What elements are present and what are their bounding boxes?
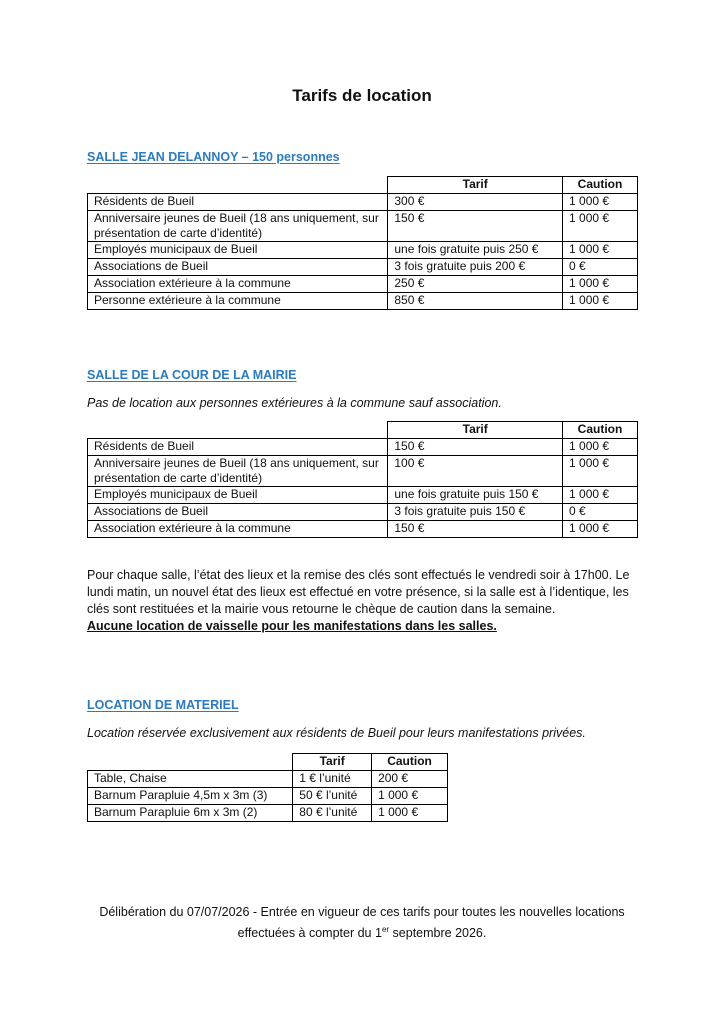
row-caution: 1 000 € bbox=[563, 439, 638, 456]
row-label: Employés municipaux de Bueil bbox=[88, 242, 388, 259]
row-tarif: 50 € l’unité bbox=[293, 788, 372, 805]
column-header-tarif: Tarif bbox=[388, 177, 563, 194]
section-heading-location-materiel: LOCATION DE MATERIEL bbox=[87, 698, 239, 712]
table-row bbox=[88, 194, 638, 211]
row-tarif: 150 € bbox=[388, 521, 563, 538]
table-row bbox=[88, 788, 448, 805]
table-row bbox=[88, 242, 638, 259]
info-bold-notice: Aucune location de vaisselle pour les manifestations dans les salles. bbox=[87, 619, 497, 633]
row-tarif: 250 € bbox=[388, 276, 563, 293]
row-caution: 1 000 € bbox=[563, 521, 638, 538]
row-caution: 1 000 € bbox=[563, 211, 638, 242]
row-label: Anniversaire jeunes de Bueil (18 ans uniquement, sur présentation de carte d’identité) bbox=[88, 211, 388, 242]
row-caution: 1 000 € bbox=[372, 805, 448, 822]
row-label: Table, Chaise bbox=[88, 771, 293, 788]
row-tarif: 150 € bbox=[388, 211, 563, 242]
row-tarif: une fois gratuite puis 150 € bbox=[388, 487, 563, 504]
table-row bbox=[88, 504, 638, 521]
info-paragraph bbox=[87, 567, 647, 635]
row-tarif: 850 € bbox=[388, 293, 563, 310]
footer-line-2: effectuées à compter du 1er septembre 2026. bbox=[237, 925, 487, 941]
row-label: Résidents de Bueil bbox=[88, 439, 388, 456]
table-row bbox=[88, 487, 638, 504]
column-header-tarif: Tarif bbox=[293, 754, 372, 771]
row-caution: 0 € bbox=[563, 504, 638, 521]
row-label: Anniversaire jeunes de Bueil (18 ans uniquement, sur présentation de carte d’identité) bbox=[88, 456, 388, 487]
table-row bbox=[88, 211, 638, 242]
row-tarif: 1 € l’unité bbox=[293, 771, 372, 788]
tarifs-table-salle-jean-delannoy bbox=[87, 176, 638, 310]
row-caution: 0 € bbox=[563, 259, 638, 276]
row-label: Résidents de Bueil bbox=[88, 194, 388, 211]
row-tarif: 300 € bbox=[388, 194, 563, 211]
row-tarif: 80 € l’unité bbox=[293, 805, 372, 822]
tarifs-table-location-materiel bbox=[87, 753, 448, 822]
row-caution: 1 000 € bbox=[563, 242, 638, 259]
row-label: Barnum Parapluie 6m x 3m (2) bbox=[88, 805, 293, 822]
row-tarif: 3 fois gratuite puis 150 € bbox=[388, 504, 563, 521]
row-label: Personne extérieure à la commune bbox=[88, 293, 388, 310]
row-caution: 1 000 € bbox=[563, 276, 638, 293]
row-caution: 1 000 € bbox=[372, 788, 448, 805]
table-row bbox=[88, 456, 638, 487]
column-header-tarif: Tarif bbox=[388, 422, 563, 439]
table-row bbox=[88, 771, 448, 788]
row-label: Association extérieure à la commune bbox=[88, 521, 388, 538]
column-header-caution: Caution bbox=[563, 177, 638, 194]
table-row bbox=[88, 521, 638, 538]
table-row bbox=[88, 805, 448, 822]
section-heading-salle-cour-mairie: SALLE DE LA COUR DE LA MAIRIE bbox=[87, 368, 297, 382]
row-caution: 200 € bbox=[372, 771, 448, 788]
row-caution: 1 000 € bbox=[563, 293, 638, 310]
column-header-caution: Caution bbox=[563, 422, 638, 439]
table-row bbox=[88, 439, 638, 456]
tarifs-table-salle-cour-mairie bbox=[87, 421, 638, 538]
row-label: Employés municipaux de Bueil bbox=[88, 487, 388, 504]
footer-line-1: Délibération du 07/07/2026 - Entrée en vigueur de ces tarifs pour toutes les nouvelles locations bbox=[99, 905, 625, 919]
page-title: Tarifs de location bbox=[292, 86, 432, 105]
row-tarif: une fois gratuite puis 250 € bbox=[388, 242, 563, 259]
row-label: Associations de Bueil bbox=[88, 259, 388, 276]
info-text: Pour chaque salle, l’état des lieux et la remise des clés sont effectués le vendredi soir à 17h00. Le lundi matin, un nouvel état des lieux est effectué en votre présence, si la salle est à l’identique, les clés sont restituées et la mairie vous retourne le chèque de caution dans la semaine. bbox=[87, 568, 630, 616]
section-note: Location réservée exclusivement aux résidents de Bueil pour leurs manifestations privées. bbox=[87, 726, 586, 740]
row-tarif: 100 € bbox=[388, 456, 563, 487]
row-label: Association extérieure à la commune bbox=[88, 276, 388, 293]
row-caution: 1 000 € bbox=[563, 194, 638, 211]
row-label: Barnum Parapluie 4,5m x 3m (3) bbox=[88, 788, 293, 805]
row-tarif: 150 € bbox=[388, 439, 563, 456]
row-label: Associations de Bueil bbox=[88, 504, 388, 521]
row-caution: 1 000 € bbox=[563, 487, 638, 504]
section-note: Pas de location aux personnes extérieures à la commune sauf association. bbox=[87, 396, 502, 410]
table-row bbox=[88, 259, 638, 276]
footer-deliberation bbox=[0, 903, 724, 942]
table-row bbox=[88, 276, 638, 293]
row-caution: 1 000 € bbox=[563, 456, 638, 487]
table-row bbox=[88, 293, 638, 310]
row-tarif: 3 fois gratuite puis 200 € bbox=[388, 259, 563, 276]
column-header-caution: Caution bbox=[372, 754, 448, 771]
section-heading-salle-jean-delannoy: SALLE JEAN DELANNOY – 150 personnes bbox=[87, 150, 340, 164]
